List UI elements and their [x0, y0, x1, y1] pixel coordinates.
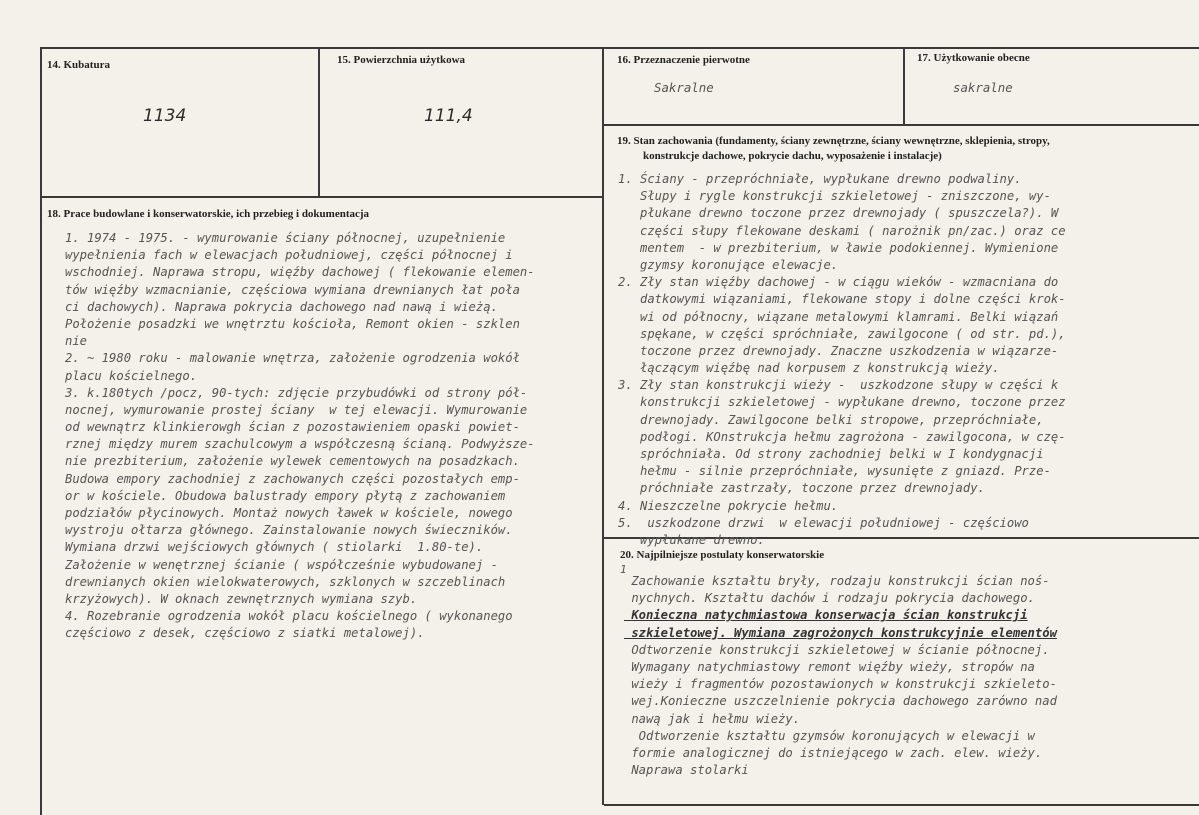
box18-line: Założenie w wenętrznej ścianie ( współcześnie wybudowanej -: [65, 557, 498, 572]
row1-bottom-right-border: [604, 124, 1199, 126]
box18-line: od wewnątrz klinkierowgh ścian z pozostawieniem opaski powiet-: [65, 420, 520, 435]
box20-line: Odtworzenie kształtu gzymsów koronujących w elewacji w: [624, 728, 1035, 743]
box19-text: [618, 171, 1198, 549]
box18-line: or w kościele. Obudowa balustrady empory płytą z zachowaniem: [65, 488, 506, 503]
box19-line: konstrukcji szkieletowej - wypłukane drewno, toczone przez: [618, 395, 1066, 410]
box20-line: Wymagany natychmiastowy remont więźby wieży, stropów na: [624, 659, 1035, 674]
box18-line: wschodniej. Naprawa stropu, więźby dachowej ( flekowanie elemen-: [65, 265, 535, 280]
box18-line: rznej między murem szachulcowym a współczesną ścianą. Podwyższe-: [65, 437, 535, 452]
box18-line: Położenie posadzki we wnętrztu kościoła, Remont okien - szklen: [65, 316, 520, 331]
box19-line: 2. Zły stan więźby dachowej - w ciągu wieków - wzmacniana do: [618, 275, 1059, 290]
box19-line: łączącym więźbę nad korpusem z konstrukcją wieży.: [618, 361, 1000, 376]
box18-line: 3. k.180tych /pocz, 90-tych: zdjęcie przybudówki od strony pół-: [65, 385, 528, 400]
box19-line: gzymsy koronujące elewacje.: [618, 257, 839, 272]
box18-line: wystroju ołtarza głównego. Zainstalowanie nowych świeczników.: [65, 523, 513, 538]
box18-text: [65, 230, 601, 643]
box14-value: 1134: [143, 106, 187, 126]
box17-label: 17. Użytkowanie obecne: [917, 52, 1030, 64]
box19-line: spękane, w części spróchniałe, zawilgocone ( od str. pd.),: [618, 326, 1066, 341]
box20-number: 1: [620, 563, 627, 576]
box18-line: częściowo z desek, częściowo z siatki metalowej).: [65, 626, 425, 641]
box19-line: podłogi. KOnstrukcja hełmu zagrożona - zawilgocona, w czę-: [618, 429, 1066, 444]
center-divider: [602, 47, 604, 805]
box19-line: 5. uszkodzone drzwi w elewacji południowej - częściowo: [618, 515, 1029, 530]
box20-line: Konieczna natychmiastowa konserwacja ścian konstrukcji: [624, 608, 1028, 623]
box19-line: mentem - w prezbiterium, w ławie podokiennej. Wymienione: [618, 240, 1059, 255]
box16-label: 16. Przeznaczenie pierwotne: [617, 54, 750, 66]
box18-line: wypełnienia fach w elewacjach południowej, części północnej i: [65, 248, 513, 263]
box19-line: datkowymi wiązaniami, flekowane stopy i dolne części krok-: [618, 292, 1066, 307]
box18-line: Wymiana drzwi wejściowych głównych ( stiolarki 1.80-te).: [65, 540, 484, 555]
box14-label: 14. Kubatura: [47, 59, 110, 71]
box17-value: sakralne: [953, 80, 1013, 95]
box18-label: 18. Prace budowlane i konserwatorskie, ich przebieg i dokumentacja: [47, 208, 370, 220]
box18-line: 1. 1974 - 1975. - wymurowanie ściany północnej, uzupełnienie: [65, 231, 506, 245]
box19-line: 3. Zły stan konstrukcji wieży - uszkodzone słupy w części k: [618, 378, 1059, 393]
box15-value: 111,4: [424, 106, 473, 126]
box19-line: drewnojady. Zawilgocone belki stropowe, przepróchniałe,: [618, 412, 1044, 427]
box20-line: Naprawa stolarki: [624, 763, 749, 778]
box18-line: podziałów płycinowych. Montaż nowych ławek w kościele, nowego: [65, 506, 513, 520]
box19-line: hełmu - silnie przepróchniałe, wysunięte z gniazd. Prze-: [618, 464, 1051, 479]
box18-line: ci dachowych). Naprawa pokrycia dachowego nad nawą i wieżą.: [65, 299, 498, 314]
divider-16-17: [903, 47, 905, 124]
box19-line: wypłukane drewno.: [618, 532, 765, 547]
box19-line: 1. Ściany - przepróchniałe, wypłukane drewno podwaliny.: [618, 172, 1022, 186]
row1-bottom-left-border: [40, 196, 604, 198]
box18-line: placu kościelnego.: [65, 368, 198, 383]
bottom-border: [604, 804, 1199, 806]
box19-line: spróchniała. Od strony zachodniej belki w I kondygnacji: [618, 447, 1044, 461]
box20-line: szkieletowej. Wymiana zagrożonych konstrukcyjnie elementów: [624, 625, 1057, 640]
box20-line: nawą jak i hełmu wieży.: [624, 711, 801, 726]
box20-line: Zachowanie kształtu bryły, rodzaju konstrukcji ścian noś-: [624, 574, 1050, 588]
box19-label-line1: 19. Stan zachowania (fundamenty, ściany zewnętrzne, ściany wewnętrzne, sklepienia, stropy,: [617, 135, 1050, 147]
box19-line: 4. Nieszczelne pokrycie hełmu.: [618, 498, 839, 513]
box19-label-line2: konstrukcje dachowe, pokrycie dachu, wyposażenie i instalacje): [643, 150, 942, 162]
box18-line: Budowa empory zachodniej z zachowanych części pozostałych emp-: [65, 471, 520, 486]
box18-line: nocnej, wymurowanie prostej ściany w tej elewacji. Wymurowanie: [65, 402, 528, 417]
box18-line: 2. ~ 1980 roku - malowanie wnętrza, założenie ogrodzenia wokół: [65, 351, 520, 366]
box20-label: 20. Najpilniejsze postulaty konserwatorskie: [620, 549, 825, 561]
box20-line: nychnych. Kształtu dachów i rodzaju pokrycia dachowego.: [624, 591, 1035, 606]
box20-line: formie analogicznej do istniejącego w zach. elew. wieży.: [624, 745, 1043, 760]
left-border: [40, 47, 42, 815]
box20-text: [624, 573, 1198, 779]
box19-line: toczone przez drewnojady. Znaczne uszkodzenia w wiązarze-: [618, 343, 1059, 358]
box18-line: tów więźby wzmacnianie, częściowa wymiana drewnianych łat poła: [65, 282, 520, 297]
box18-line: nie prezbiterium, założenie wylewek cementowych na posadzkach.: [65, 454, 520, 469]
top-border: [40, 47, 1199, 49]
box20-line: Odtworzenie konstrukcji szkieletowej w ścianie północnej.: [624, 642, 1050, 657]
box15-label: 15. Powierzchnia użytkowa: [337, 54, 466, 66]
box19-line: płukane drewno toczone przez drewnojady ( spuszczela?). W: [618, 206, 1059, 221]
box19-line: Słupy i rygle konstrukcji szkieletowej - zniszczone, wy-: [618, 189, 1051, 204]
box20-line: wieży i fragmentów pozostawionych w konstrukcji szkieleto-: [624, 677, 1057, 692]
box16-value: Sakralne: [654, 80, 714, 95]
divider-14-15: [318, 47, 320, 196]
box18-line: drewnianych okien wielokwaterowych, szklonych w szczeblinach: [65, 574, 506, 589]
box20-line: wej.Konieczne uszczelnienie pokrycia dachowego zarówno nad: [624, 694, 1057, 709]
box18-line: krzyżowych). W oknach zewnętrznych wymiana szyb.: [65, 591, 418, 606]
box19-line: części słupy flekowane deskami ( narożnik pn/zac.) oraz ce: [618, 223, 1066, 238]
box19-line: próchniałe zastrzały, toczone przez drewnojady.: [618, 481, 985, 496]
box19-line: wi od północny, wiązane metalowymi klamrami. Belki wiązań: [618, 309, 1059, 324]
box18-line: 4. Rozebranie ogrodzenia wokół placu kościelnego ( wykonanego: [65, 609, 513, 624]
box18-line: nie: [65, 334, 88, 349]
